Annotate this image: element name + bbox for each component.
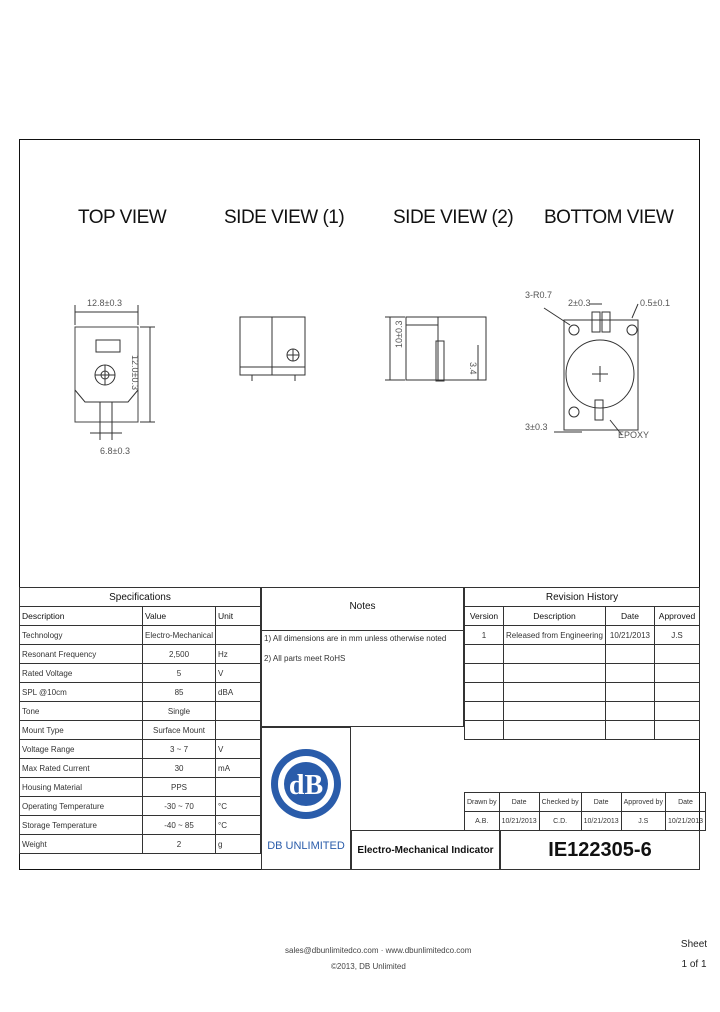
company-name: DB UNLIMITED xyxy=(267,840,345,852)
bottom-pad-dim: 2±0.3 xyxy=(568,298,591,308)
bottom-radius-dim: 3-R0.7 xyxy=(525,290,553,300)
bottom-epoxy-label: EPOXY xyxy=(618,430,650,440)
table-row: Operating Temperature -30 ~ 70 °C xyxy=(20,797,261,816)
top-view-drawing xyxy=(60,290,170,470)
table-row: Max Rated Current 30 mA xyxy=(20,759,261,778)
specs-title: Specifications xyxy=(20,588,261,607)
table-row: Voltage Range 3 ~ 7 V xyxy=(20,740,261,759)
top-view-title: TOP VIEW xyxy=(78,207,167,228)
logo-mark: dB xyxy=(288,770,324,801)
side-small-dim: 3.4 xyxy=(468,362,478,375)
table-row: Technology Electro-Mechanical xyxy=(20,626,261,645)
side-view-2-drawing xyxy=(380,305,490,395)
copyright-line: ©2013, DB Unlimited xyxy=(331,962,406,971)
note-item-1: 1) All dimensions are in mm unless otherwise noted xyxy=(264,634,447,643)
revision-title: Revision History xyxy=(465,588,700,607)
table-row: Mount Type Surface Mount xyxy=(20,721,261,740)
sheet-number: 1 of 1 xyxy=(681,959,707,970)
revision-history-table: Revision History Version Description Date Approved 1 Released from Engineering 10/21/2013 J.S xyxy=(464,587,700,740)
side-height-dim: 10±0.3 xyxy=(394,320,404,348)
sheet-label: Sheet xyxy=(680,939,708,950)
notes-title: Notes xyxy=(349,601,376,612)
bottom-gap-dim: 0.5±0.1 xyxy=(640,298,670,308)
table-row: Housing Material PPS xyxy=(20,778,261,797)
top-pin-dim: 6.8±0.3 xyxy=(100,446,130,456)
top-height-dim: 12.0±0.3 xyxy=(130,355,140,390)
table-row: Resonant Frequency 2,500 Hz xyxy=(20,645,261,664)
part-number: IE122305-6 xyxy=(500,830,700,870)
logo-box xyxy=(261,727,351,870)
specifications-table xyxy=(19,587,261,854)
approval-table: Drawn by Date Checked by Date Approved by Date A.B. 10/21/2013 C.D. 10/21/2013 J.S 10/21/2013 xyxy=(464,792,706,831)
side-view-1-drawing xyxy=(230,305,320,395)
table-row: 1 Released from Engineering 10/21/2013 J.S xyxy=(465,626,700,645)
db-logo-icon xyxy=(262,728,350,840)
specs-header-description: Description xyxy=(20,607,143,626)
bottom-view-title: BOTTOM VIEW xyxy=(544,207,674,228)
note-item-2: 2) All parts meet RoHS xyxy=(264,654,346,663)
notes-box xyxy=(261,587,464,727)
table-row: Storage Temperature -40 ~ 85 °C xyxy=(20,816,261,835)
specs-header-unit: Unit xyxy=(216,607,261,626)
table-row: Weight 2 g xyxy=(20,835,261,854)
table-row: Rated Voltage 5 V xyxy=(20,664,261,683)
product-name: Electro-Mechanical Indicator xyxy=(351,830,500,870)
table-row: SPL @10cm 85 dBA xyxy=(20,683,261,702)
bottom-pitch-dim: 3±0.3 xyxy=(525,422,548,432)
table-row: Tone Single xyxy=(20,702,261,721)
side-view-2-title: SIDE VIEW (2) xyxy=(393,207,514,228)
specs-header-value: Value xyxy=(143,607,216,626)
top-width-dim: 12.8±0.3 xyxy=(87,298,122,308)
contact-line: sales@dbunlimitedco.com · www.dbunlimitedco.com xyxy=(285,946,472,955)
side-view-1-title: SIDE VIEW (1) xyxy=(224,207,345,228)
